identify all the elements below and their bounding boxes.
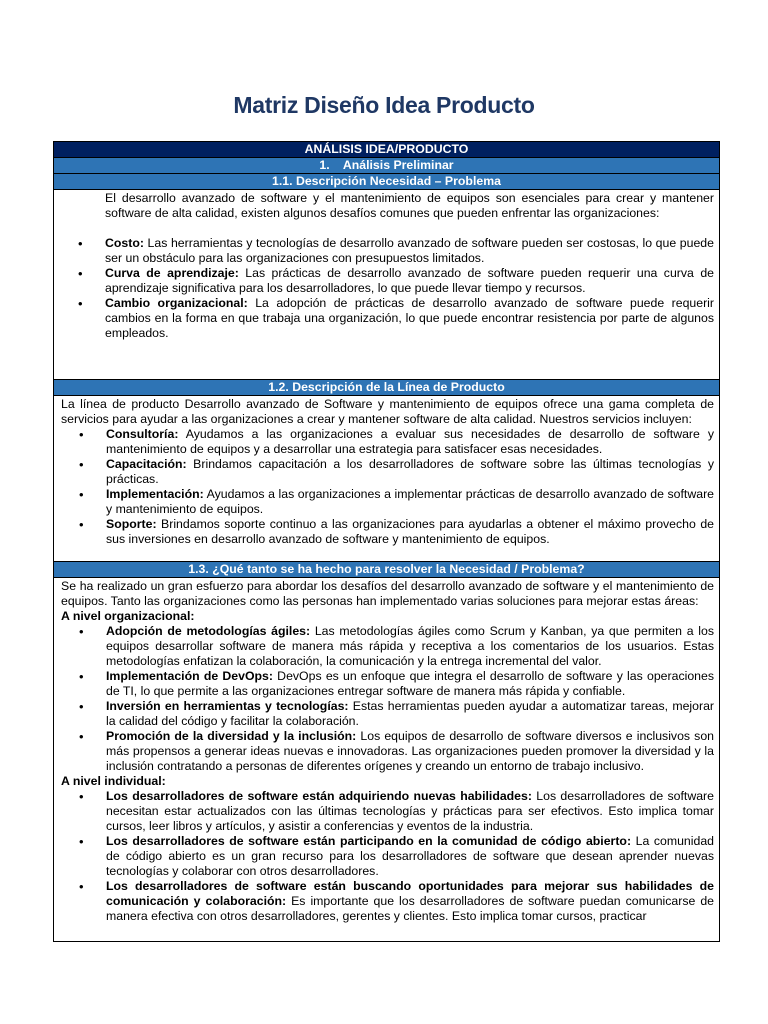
list-item-term: Capacitación: (106, 457, 187, 471)
list-item (106, 879, 714, 924)
list-item-text: Los desarrolladores de software necesitan estar actualizados con las últimas tecnologías y prácticas para ser efectivos. Esto implica tomar cursos, leer libros y artículos, y asistir a conferencias y eventos de la industria. (106, 789, 714, 833)
analysis-table (53, 141, 720, 942)
list-item-term: Soporte: (106, 517, 157, 531)
list-item (105, 296, 714, 341)
list-item-text: Ayudamos a las organizaciones a implementar prácticas de desarrollo avanzado de software y mantenimiento de equipos. (106, 487, 714, 516)
list-item-term: Adopción de metodologías ágiles: (106, 624, 311, 638)
list-item-text: Las metodologías ágiles como Scrum y Kanban, ya que permiten a los equipos desarrollar software de manera más rápida y receptiva a los comentarios de los usuarios. Estas metodologías enfatizan la colaboración, la comunicación y la entrega incremental del valor. (106, 624, 715, 668)
s3-org-label: A nivel organizacional: (61, 609, 195, 623)
list-item-term: Cambio organizacional: (105, 296, 248, 310)
list-item (106, 669, 714, 699)
list-item (106, 457, 714, 487)
table-main-header: ANÁLISIS IDEA/PRODUCTO (54, 142, 719, 158)
list-item-term: Promoción de la diversidad y la inclusión: (106, 729, 357, 743)
list-item (106, 427, 714, 457)
s2-list (106, 427, 714, 547)
list-item-term: Consultoría: (106, 427, 179, 441)
s1-header: 1.1. Descripción Necesidad – Problema (54, 174, 719, 190)
list-item (105, 266, 714, 296)
s1-intro: El desarrollo avanzado de software y el mantenimiento de equipos son esenciales para crear y mantener software de alta calidad, existen algunos desafíos comunes que pueden enfrentar las organizaciones: (105, 191, 714, 220)
list-item-text: Las herramientas y tecnologías de desarrollo avanzado de software pueden ser costosas, lo que puede ser un obstáculo para las organizaciones con presupuestos limitados. (105, 236, 714, 265)
list-item-term: Los desarrolladores de software están participando en la comunidad de código abierto: (106, 834, 632, 848)
list-item (106, 789, 714, 834)
s2-intro: La línea de producto Desarrollo avanzado de Software y mantenimiento de equipos ofrece una gama completa de servicios para ayudar a las organizaciones a crear y mantener software de alta calidad. Nuestros servicios incluyen: (61, 397, 714, 426)
list-item-term: Implementación: (106, 487, 204, 501)
list-item-text: Brindamos soporte continuo a las organizaciones para ayudarlas a obtener el máximo provecho de sus inversiones en desarrollo avanzado de software y mantenimiento de equipos. (106, 517, 714, 546)
list-item (106, 487, 714, 517)
s3-org-list (106, 624, 714, 774)
list-item-text: La adopción de prácticas de desarrollo avanzado de software puede requerir cambios en la forma en que trabaja una organización, lo que puede encontrar resistencia por parte de algunos empleados. (105, 296, 715, 340)
s3-ind-label: A nivel individual: (61, 774, 166, 788)
list-item-text: Es importante que los desarrolladores de software puedan comunicarse de manera efectiva con otros desarrolladores, gerentes y clientes. Esto implica tomar cursos, practicar (106, 894, 714, 923)
list-item (106, 729, 714, 774)
list-item-term: Los desarrolladores de software están buscando oportunidades para mejorar sus habilidades de comunicación y colaboración: (106, 879, 714, 908)
list-item (106, 699, 714, 729)
list-item-text: Las prácticas de desarrollo avanzado de software pueden requerir una curva de aprendizaje significativa para los desarrolladores, lo que puede llevar tiempo y recursos. (105, 266, 714, 295)
list-item-text: La comunidad de código abierto es un gran recurso para los desarrolladores de software que desean aprender nuevas tecnologías y colaborar con otros desarrolladores. (106, 834, 714, 878)
page-title: Matriz Diseño Idea Producto (233, 92, 535, 118)
list-item (106, 834, 714, 879)
list-item-text: Estas herramientas pueden ayudar a automatizar tareas, mejorar la calidad del código y facilitar la colaboración. (106, 699, 715, 728)
list-item-text: Los equipos de desarrollo de software diversos e inclusivos son más propensos a generar ideas nuevas e innovadoras. Las organizaciones pueden promover la diversidad y la inclusión contratando a personas de diferentes orígenes y creando un entorno de trabajo inclusivo. (106, 729, 715, 773)
s2-cell (54, 396, 719, 562)
list-item-text: Brindamos capacitación a los desarrolladores de software sobre las últimas tecnologías y prácticas. (106, 457, 714, 486)
list-item-term: Los desarrolladores de software están adquiriendo nuevas habilidades: (106, 789, 532, 803)
list-item-term: Implementación de DevOps: (106, 669, 273, 683)
s3-intro: Se ha realizado un gran esfuerzo para abordar los desafíos del desarrollo avanzado de software y el mantenimiento de equipos. Tanto las organizaciones como las personas han implementado varias soluciones para mejorar estas áreas: (61, 579, 714, 608)
list-item-term: Costo: (105, 236, 144, 250)
list-item (106, 624, 714, 669)
list-item-text: DevOps es un enfoque que integra el desarrollo de software y las operaciones de TI, lo que permite a las organizaciones entregar software de manera más rápida y confiable. (106, 669, 714, 698)
list-item-term: Curva de aprendizaje: (105, 266, 239, 280)
s1-cell (54, 190, 719, 380)
s2-header: 1.2. Descripción de la Línea de Producto (54, 380, 719, 396)
section-header: 1. Análisis Preliminar (54, 158, 719, 174)
list-item (106, 517, 714, 547)
s3-ind-list (106, 789, 714, 924)
list-item-text: Ayudamos a las organizaciones a evaluar sus necesidades de desarrollo de software y mantenimiento de equipos y a desarrollar una estrategia para satisfacer esas necesidades. (106, 427, 714, 456)
s3-header: 1.3. ¿Qué tanto se ha hecho para resolver la Necesidad / Problema? (54, 562, 719, 578)
list-item (105, 236, 714, 266)
s3-cell (54, 578, 719, 941)
s1-list (105, 236, 714, 341)
list-item-term: Inversión en herramientas y tecnologías: (106, 699, 349, 713)
